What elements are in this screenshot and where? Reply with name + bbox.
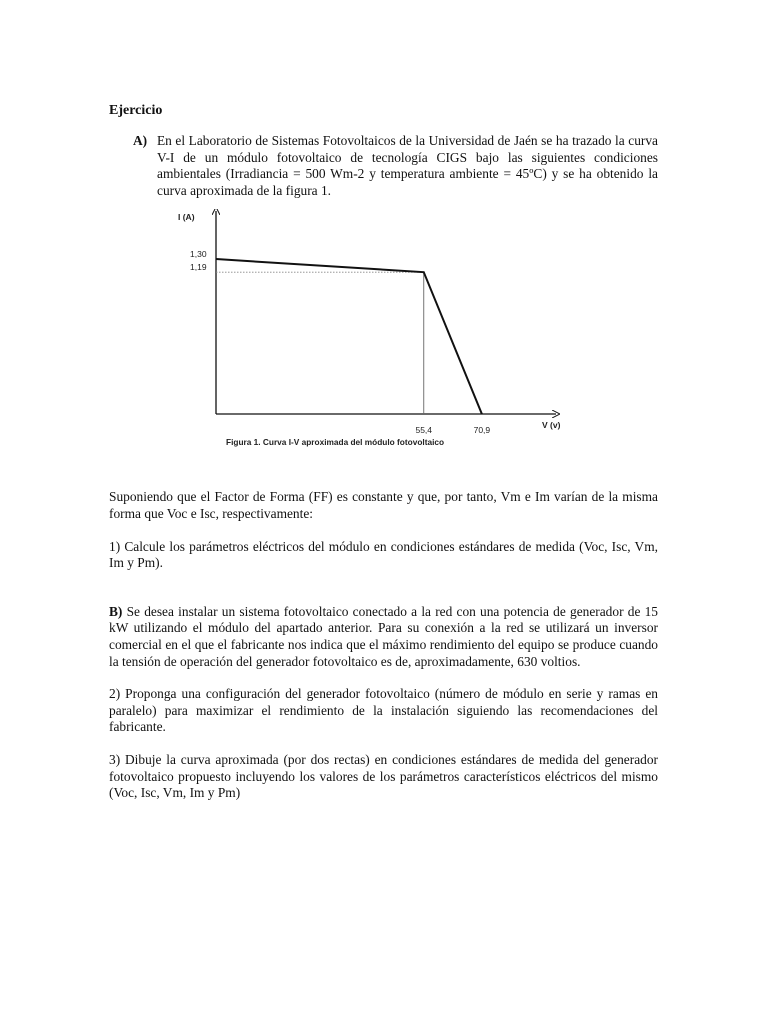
iv-curve-line [216, 259, 482, 414]
part-a-marker: A) [133, 133, 148, 148]
document-page [109, 102, 658, 802]
y-axis-label: I (A) [178, 212, 195, 223]
part-b-text: Se desea instalar un sistema fotovoltaico conectado a la red con una potencia de generador de 15 kW utilizando el módulo del apartado anterior. Para su conexión a la red se utilizará un inversor comercial en el que el fabricante nos indica que el máximo rendimiento del equipo se produce cuando la tensión de operación del generador fotovoltaico es de, aproximadamente, 630 voltios. [109, 603, 658, 669]
part-b-marker: B) [109, 603, 123, 619]
x-tick-label: 55,4 [415, 425, 433, 436]
iv-curve-chart [166, 209, 566, 457]
intro-paragraph: Suponiendo que el Factor de Forma (FF) es constante y que, por tanto, Vm e Im varían de la misma forma que Voc e Isc, respectivamente: [109, 489, 658, 521]
exercise-heading: Ejercicio [109, 103, 163, 118]
question-1: 1) Calcule los parámetros eléctricos del módulo en condiciones estándares de medida (Voc, Isc, Vm, Im y Pm). [109, 538, 658, 571]
figure-caption: Figura 1. Curva I-V aproximada del módulo fotovoltaico [226, 437, 445, 448]
x-axis-label: V (v) [542, 420, 561, 431]
y-tick-label: 1,19 [190, 262, 207, 273]
x-tick-label: 70,9 [473, 425, 491, 436]
part-a-text: En el Laboratorio de Sistemas Fotovoltaicos de la Universidad de Jaén se ha trazado la curva V-I de un módulo fotovoltaico de tecnología CIGS bajo las siguientes condiciones ambientales (Irradiancia = 500 Wm-2 y temperatura ambiente = 45ºC) y se ha obtenido la curva aproximada de la figura 1. [157, 133, 658, 198]
part-b-paragraph [109, 604, 658, 670]
question-2: 2) Proponga una configuración del generador fotovoltaico (número de módulo en serie y ramas en paralelo) para maximizar el rendimiento de la instalación siguiendo las recomendaciones del fabricante. [109, 686, 658, 735]
part-a-paragraph [109, 133, 658, 199]
question-3: 3) Dibuje la curva aproximada (por dos rectas) en condiciones estándares de medida del generador fotovoltaico propuesto incluyendo los valores de los parámetros característicos eléctricos del mismo (Voc, Isc, Vm, Im y Pm) [109, 751, 658, 801]
y-tick-label: 1,30 [190, 249, 207, 260]
iv-curve-figure [166, 209, 566, 457]
